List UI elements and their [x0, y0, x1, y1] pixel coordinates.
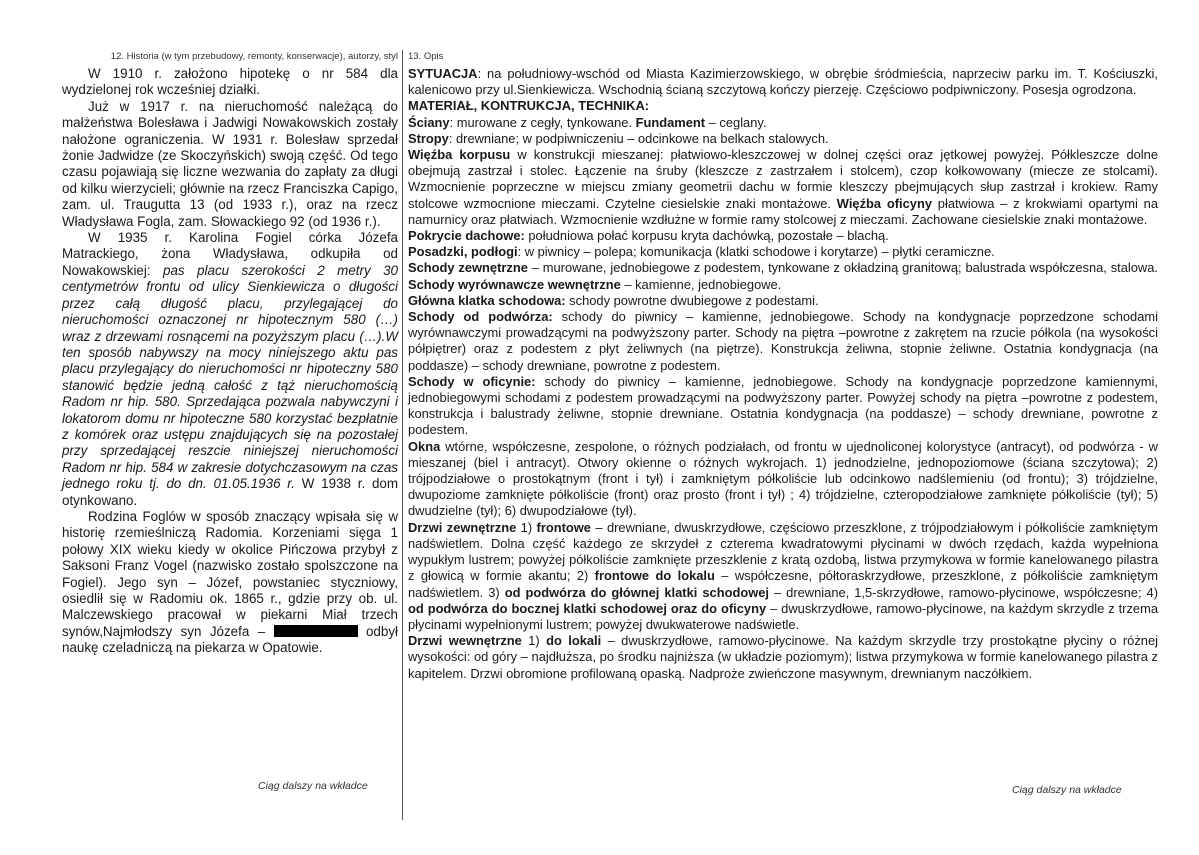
drzwi-zew-num: 1) [516, 519, 537, 535]
schody-podw-text: schody do piwnicy – kamienne, jednobiegowe. Schody na kondygnacje poprzedzone schodami wyrównawczymi prowadzącymi na podwyższony parter. Schody na piętra –powrotne z zakrętem na rzucie półkola (na wysokości półpiętrer) oraz z podestem z płyt żeliwnych (na piętrze). Konstrukcja żeliwna, stopnie żeliwne. Ostatnia kondygnacja (na poddasze) – schody drewniane, powrotne z podestem. [408, 309, 1158, 373]
okna-label: Okna [408, 438, 441, 454]
fundament-label: Fundament [635, 114, 706, 130]
podworza-text: – drewniane, 1,5-skrzydłowe, ramowo-płycinowe, współczesne; 4) [768, 584, 1158, 600]
drzwi-zew-label: Drzwi zewnętrzne [408, 519, 517, 535]
history-p4-text: Rodzina Foglów w sposób znaczący wpisała się w historię rzemieślniczą Radomia. Korzeniami sięga 1 połowy XIX wieku kiedy w okolice Pińczowa przybył z Saksoni Franz Vogel (nazwisko zostało spolszczone na Fogiel). Jego syn – Józef, powstaniec styczniowy, osiedlił się w Radomiu ok. 1865 r., gdzie przy ob. ul. Malczewskiego pracował w piekarni Miał trzech synów,Najmłodszy syn Józefa – [62, 508, 398, 639]
pokrycie-label: Pokrycie dachowe: [408, 228, 525, 244]
podworza-label: od podwórza do głównej klatki schodowej [504, 584, 769, 600]
wiezba-text: w konstrukcji mieszanej: płatwiowo-kleszczowej w dolnej części oraz jętkowej powyżej. Półkleszcze dolne obejmują zastrzał i stolec. Łączenie na śruby (kleszcze z zastrzałem i stolcem), czop kołkowowany (miecze ze stolcami). Wzmocnienie poprzeczne w miejscu zmiany geometrii dachu w formie kleszczy pbejmujących słup zastrzał i krokiew. Ramy stolcowe wzmocnione mieczami. Czytelne ciesielskie znaki montażowe. [408, 147, 1158, 211]
history-header: 12. Historia (w tym przebudowy, remonty, konserwacje), autorzy, styl [110, 51, 398, 62]
history-paragraph-1: W 1910 r. założono hipotekę o nr 584 dla wydzielonej rok wcześniej działki. [62, 66, 398, 98]
continued-note-left: Ciąg dalszy na wkładce [258, 780, 368, 792]
do-lokali-label: do lokali [546, 633, 602, 649]
wiezba-oficyny-text: płatwiowa – z krokwiami opartymi na namurnicy oraz płatwiach. Wzmocnienie wzdłużne w formie ramy stolcowej z mieczami. Zachowane ciesielskie znaki montażowe. [408, 195, 1158, 227]
pokrycie-text: południowa połać korpusu kryta dachówką, pozostałe – blachą. [524, 228, 889, 244]
description-header: 13. Opis [408, 51, 444, 62]
schody-wyr-label: Schody wyrównawcze wewnętrzne [408, 276, 621, 292]
glowna-klatka-paragraph [408, 293, 1158, 309]
drzwi-wewnetrzne-paragraph [408, 633, 1158, 682]
drzwi-wew-label: Drzwi wewnętrzne [408, 633, 522, 649]
posadzki-paragraph [408, 244, 1158, 260]
schody-oficyna-paragraph [408, 374, 1158, 439]
history-column [62, 50, 398, 810]
schody-wyr-text: – kamienne, jednobiegowe. [620, 276, 782, 292]
sciany-label: Ściany [408, 114, 450, 130]
sytuacja-text: : na południowy-wschód od Miasta Kazimierzowskiego, w obrębie śródmieścia, naprzeciw parku im. T. Kościuszki, kalenicowo przy ul.Sienkiewicza. Wschodnią ścianą szczytową kończy pierzeję. Częściowo podpiwniczony. Posesja ogrodzona. [408, 66, 1158, 98]
wiezba-label: Więźba korpusu [408, 147, 511, 163]
history-p3-outro: W 1938 r. dom otynkowano. [62, 476, 398, 508]
history-p3-intro: W 1935 r. Karolina Fogiel córka Józefa Matrackiego, żona Władysława, odkupiła od Nowakowskiej: [62, 230, 398, 278]
frontowe-lokalu-label: frontowe do lokalu [594, 568, 715, 584]
bocznej-text: – dwuskrzydłowe, ramowo-płycinowe, na każdym skrzydle z trzema płycinami wypełnionymi lustrem; powyżej dwukwaterowe nadświetle. [408, 600, 1158, 632]
posadzki-label: Posadzki, podłogi [408, 244, 518, 260]
sytuacja-paragraph [408, 66, 1158, 98]
history-paragraph-2: Już w 1917 r. na nieruchomość należącą do małżeństwa Bolesława i Jadwigi Nowakowskich zostały nałożone ograniczenia. W 1931 r. Bolesław sprzedał żonie Jadwidze (ze Skoczyńskich) swoją część. Od tego czasu pojawiają się liczne wezwania do zapłaty za długi od kilku wierzycieli; głównie na rzecz Franciszka Capigo, zam. ul. Traugutta 13 (od 1933 r.), oraz na rzecz Władysława Fogla, zam. Słowackiego 92 (od 1936 r.). [62, 98, 398, 229]
schody-zew-label: Schody zewnętrzne [408, 260, 528, 276]
sytuacja-label: SYTUACJA [408, 66, 478, 81]
drzwi-zewnetrzne-paragraph [408, 520, 1158, 633]
material-heading-text: MATERIAŁ, KONTRUKCJA, TECHNIKA: [408, 98, 650, 114]
schody-podworza-paragraph [408, 309, 1158, 374]
wiezba-paragraph [408, 147, 1158, 228]
sciany-text: : murowane z cegły, tynkowane. [449, 114, 636, 130]
schody-ofic-text: schody do piwnicy – kamienne, jednobiegowe. Schody na kondygnacje poprzedzone kamiennymi, jednobiegowymi schodami z podestem prowadzącymi na podwyższony parter. Powyżej schody na piętra –powrotne z podestem, konstrukcja i balustrady żeliwne, stopnie drewniane. Ostatnia kondygnacja (na poddasze) – schody drewniane, powrotne z podestem. [408, 373, 1158, 438]
schody-ofic-label: Schody w oficynie: [408, 373, 536, 389]
posadzki-text: : w piwnicy – polepa; komunikacja (klatki schodowe i korytarze) – płytki ceramiczne. [517, 244, 995, 260]
frontowe-lokalu-text: – współczesne, półtoraskrzydłowe, przeszklone, z półkoliście zamkniętym nadświetlem. 3) [408, 568, 1158, 600]
stropy-paragraph [408, 131, 1158, 147]
history-p3-quote: pas placu szerokości 2 metry 30 centymetrów frontu od ulicy Sienkiewicza o długości przez całą długość placu, przylegającej do nieruchomości oznaczonej nr hipotecznym 580 (…) wraz z drzewami rosnącemi na pozyższym placu (…).W ten sposób nabywszy na mocy niniejszego aktu pas placu przylegający do nieruchomości nr hipoteczny 580 stanowić będzie jedną całość z tąż nieruchomością Radom nr hip. 580. Sprzedająca pozwala nabywczyni i lokatorom domu nr hipoteczne 580 korzystać bezpłatnie z komórek oraz ustępu znajdujących się na pozostałej przy sprzedającej reszcie niniejszej nieruchomości Radom nr hip. 584 w zakresie dotychczasowym na czas jednego roku tj. do dn. 01.05.1936 r. [62, 262, 399, 492]
schody-podw-label: Schody od podwórza: [408, 309, 553, 325]
frontowe-label: frontowe [536, 519, 591, 535]
wiezba-oficyny-label: Więźba oficyny [836, 195, 933, 211]
glowna-label: Główna klatka schodowa: [408, 292, 566, 308]
redaction-block [274, 625, 358, 637]
fundament-text: – ceglany. [705, 114, 767, 130]
history-paragraph-3 [62, 230, 398, 509]
stropy-text: : drewniane; w podpiwniczeniu – odcinkowe na belkach stalowych. [448, 130, 829, 146]
schody-zewnetrzne-paragraph [408, 260, 1158, 292]
bocznej-label: od podwórza do bocznej klatki schodowej oraz do oficyny [408, 600, 767, 616]
column-divider [402, 50, 403, 820]
material-heading [408, 98, 1158, 114]
okna-text: wtórne, współczesne, zespolone, o różnych podziałach, od frontu w ujednoliconej kolorystyce (antracyt), od podwórza - w mieszanej (biel i antracyt). Otwory okienne o różnych wykrojach. 1) jednodzielne, jednopoziomowe (ściana szczytowa); 2) trójpodziałowe o prostokątnym (front i tył) i zamkniętym półkoliście lub odcinkowo nadślemieniu (od frontu); 3) trójdzielne, dwupoziome zamknięte półkoliście (front) oraz prosto (front i tył) ; 4) trójdzielne, czteropodziałowe zamknięte półkoliście (tył); 5) dwudzielne (tył); 6) dwupodziałowe (tył). [408, 438, 1158, 519]
history-p4-end: odbył naukę czeladniczą na piekarza w Opatowie. [62, 623, 398, 656]
drzwi-zew-text: – drewniane, dwuskrzydłowe, częściowo przeszklone, z trójpodziałowym i półkoliście zamkniętym nadświetlem. Dolna część każdego ze skrzydeł z czterema kwadratowymi płycinami w dwóch rzędach, każda wypełniona wypukłym lustrem; powyżej półkoliście zamknięte przeszklenie z kratą ozdobą, listwa przymykowa w formie kanelowanego pilastra z głowicą w formie akantu; 2) [408, 519, 1158, 584]
drzwi-wew-text: – dwuskrzydłowe, ramowo-płycinowe. Na każdym skrzydle trzy prostokątne płyciny o różnej wysokości: od góry – najdłuższa, po środku najniższa (w układzie poziomym); listwa przymykowa w formie kanelowanego pilastra z kapitelem. Drzwi obromione profilowaną opaską. Nadproże zwieńczone masywnym, drewnianym naczółkiem. [408, 633, 1158, 681]
drzwi-wew-num: 1) [521, 633, 547, 649]
glowna-text: schody powrotne dwubiegowe z podestami. [565, 292, 819, 308]
continued-note-right: Ciąg dalszy na wkładce [1012, 784, 1122, 796]
sciany-paragraph [408, 115, 1158, 131]
description-column [408, 50, 1158, 810]
okna-paragraph [408, 439, 1158, 520]
pokrycie-paragraph [408, 228, 1158, 244]
stropy-label: Stropy [408, 130, 449, 146]
history-paragraph-4 [62, 509, 398, 657]
schody-zew-text: – murowane, jednobiegowe z podestem, tynkowane z okładziną granitową; balustrada współczesna, stalowa. [527, 260, 1158, 276]
